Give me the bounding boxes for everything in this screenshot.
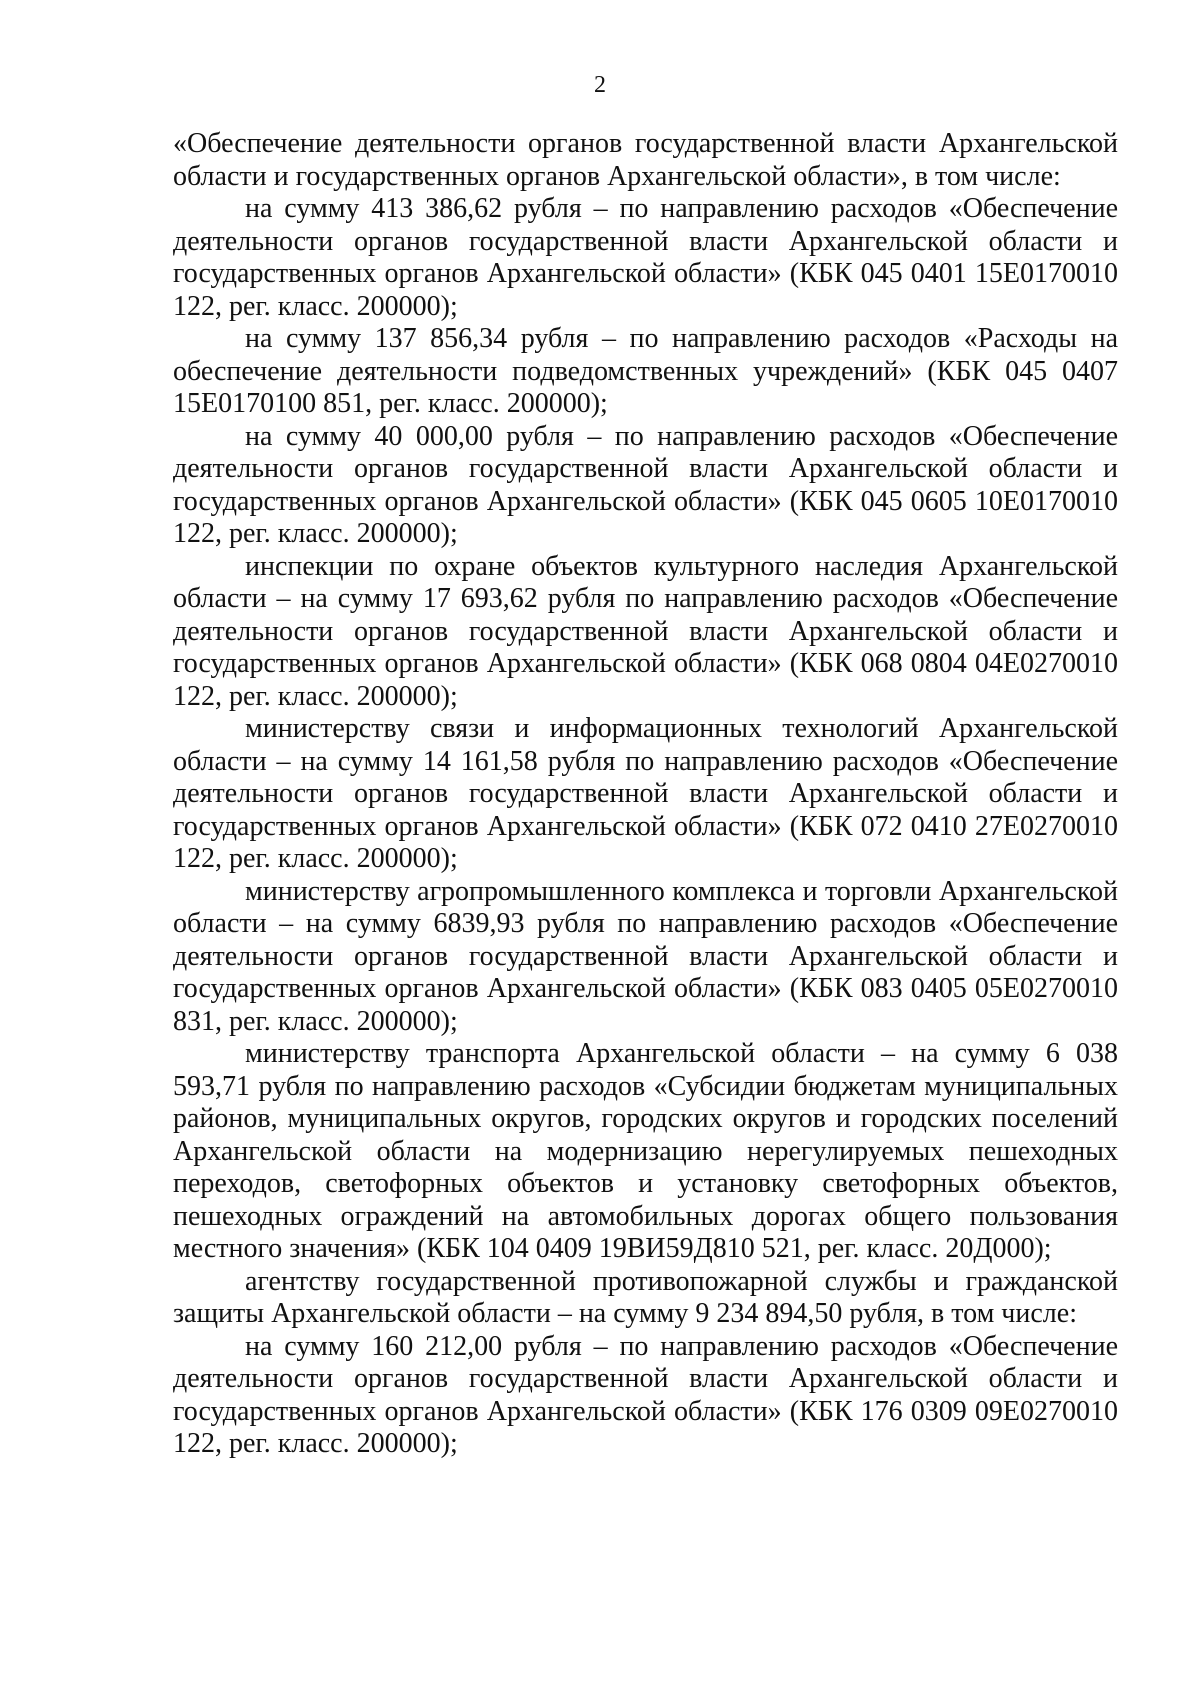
paragraph-10: на сумму 160 212,00 рубля – по направлению расходов «Обеспечение деятельности органов государственной власти Архангельской области и государственных органов Архангельской области» (КБК 176 0309 09Е0270010 122, рег. класс. 200000); bbox=[173, 1330, 1118, 1459]
paragraph-1: «Обеспечение деятельности органов государственной власти Архангельской области и государственных органов Архангельской области», в том числе: bbox=[173, 128, 1118, 192]
paragraph-8: министерству транспорта Архангельской области – на сумму 6 038 593,71 рубля по направлению расходов «Субсидии бюджетам муниципальных районов, муниципальных округов, городских округов и городских поселений Архангельской области на модернизацию нерегулируемых пешеходных переходов, светофорных объектов и установку светофорных объектов, пешеходных ограждений на автомобильных дорогах общего пользования местного значения» (КБК 104 0409 19ВИ59Д810 521, рег. класс. 20Д000); bbox=[173, 1038, 1118, 1264]
paragraph-6: министерству связи и информационных технологий Архангельской области – на сумму 14 161,58 рубля по направлению расходов «Обеспечение деятельности органов государственной власти Архангельской области и государственных органов Архангельской области» (КБК 072 0410 27Е0270010 122, рег. класс. 200000); bbox=[173, 713, 1118, 874]
paragraph-2: на сумму 413 386,62 рубля – по направлению расходов «Обеспечение деятельности органов государственной власти Архангельской области и государственных органов Архангельской области» (КБК 045 0401 15Е0170010 122, рег. класс. 200000); bbox=[173, 193, 1118, 322]
paragraph-5: инспекции по охране объектов культурного наследия Архангельской области – на сумму 17 693,62 рубля по направлению расходов «Обеспечение деятельности органов государственной власти Архангельской области и государственных органов Архангельской области» (КБК 068 0804 04Е0270010 122, рег. класс. 200000); bbox=[173, 550, 1118, 712]
paragraph-9: агентству государственной противопожарной службы и гражданской защиты Архангельской области – на сумму 9 234 894,50 рубля, в том числе: bbox=[173, 1265, 1118, 1329]
paragraph-4: на сумму 40 000,00 рубля – по направлению расходов «Обеспечение деятельности органов государственной власти Архангельской области и государственных органов Архангельской области» (КБК 045 0605 10Е0170010 122, рег. класс. 200000); bbox=[173, 420, 1118, 549]
paragraph-7: министерству агропромышленного комплекса и торговли Архангельской области – на сумму 6839,93 рубля по направлению расходов «Обеспечение деятельности органов государственной власти Архангельской области и государственных органов Архангельской области» (КБК 083 0405 05Е0270010 831, рег. класс. 200000); bbox=[173, 875, 1118, 1037]
document-body bbox=[173, 128, 1118, 1461]
paragraph-3: на сумму 137 856,34 рубля – по направлению расходов «Расходы на обеспечение деятельности подведомственных учреждений» (КБК 045 0407 15Е0170100 851, рег. класс. 200000); bbox=[173, 323, 1118, 419]
page-number: 2 bbox=[594, 72, 606, 98]
